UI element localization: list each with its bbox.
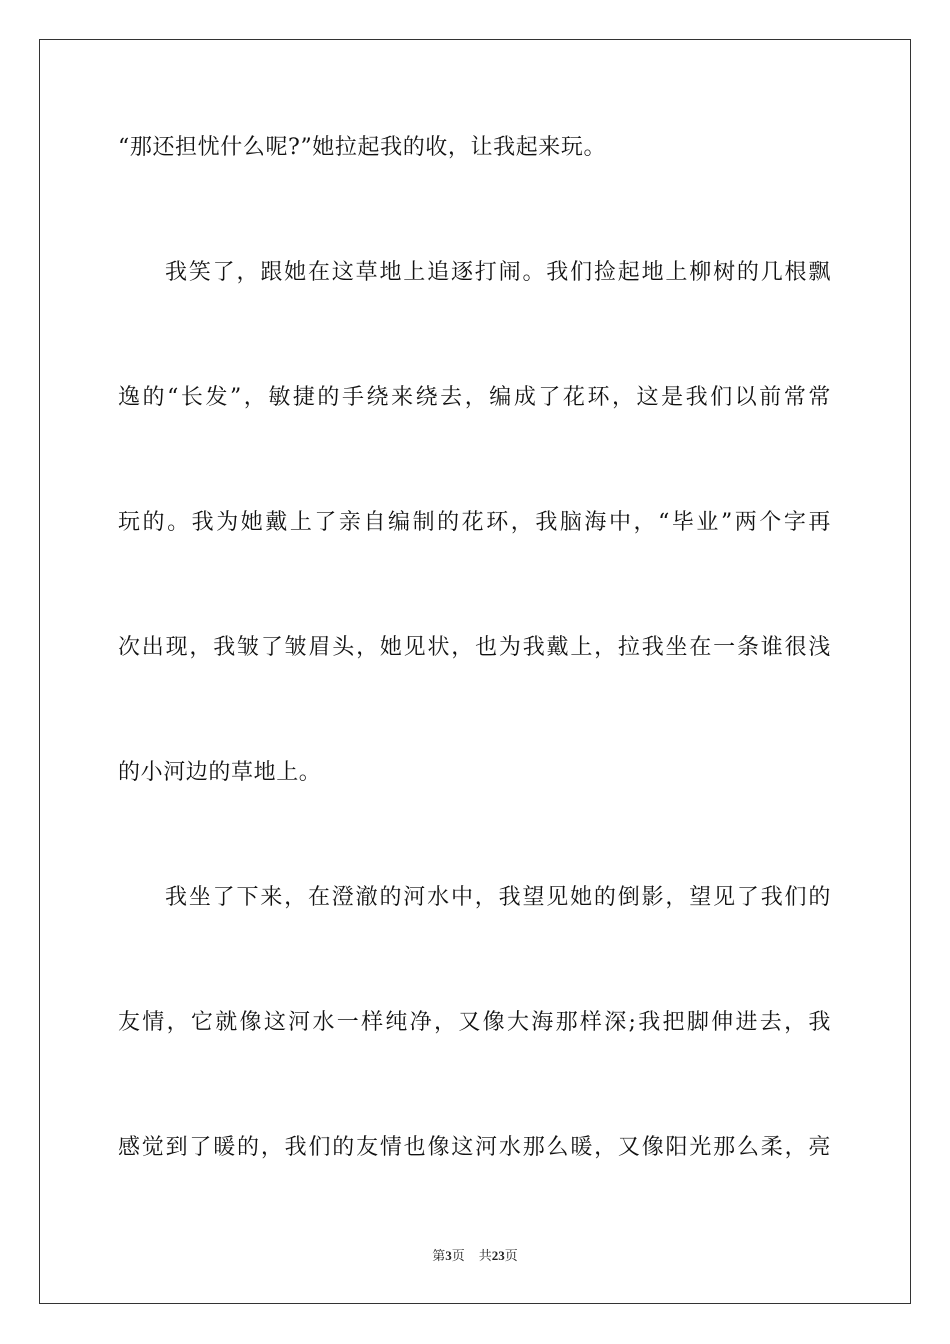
text-line-7: 我坐了下来，在澄澈的河水中，我望见她的倒影，望见了我们的 xyxy=(165,885,831,910)
page-prefix: 第 xyxy=(432,1249,446,1264)
text-line-6: 的小河边的草地上。 xyxy=(118,760,322,785)
page-footer xyxy=(0,1247,950,1266)
text-line-3: 逸的“长发”，敏捷的手绕来绕去，编成了花环，这是我们以前常常 xyxy=(118,385,831,410)
text-line-4: 玩的。我为她戴上了亲自编制的花环，我脑海中，“毕业”两个字再 xyxy=(118,510,831,535)
text-line-9: 感觉到了暖的，我们的友情也像这河水那么暖，又像阳光那么柔，亮 xyxy=(118,1135,831,1160)
text-line-8: 友情，它就像这河水一样纯净，又像大海那样深;我把脚伸进去，我 xyxy=(118,1010,831,1035)
text-line-2: 我笑了，跟她在这草地上追逐打闹。我们捡起地上柳树的几根飘 xyxy=(165,260,831,285)
text-line-5: 次出现，我皱了皱眉头，她见状，也为我戴上，拉我坐在一条谁很浅 xyxy=(118,635,831,660)
total-suffix: 页 xyxy=(504,1249,518,1264)
total-prefix: 共 xyxy=(478,1249,492,1264)
page-border xyxy=(39,39,911,1304)
total-pages: 23 xyxy=(491,1248,505,1263)
text-line-1: “那还担忧什么呢?”她拉起我的收，让我起来玩。 xyxy=(118,135,607,160)
page-number: 3 xyxy=(445,1248,452,1263)
page-suffix: 页 xyxy=(451,1249,465,1264)
